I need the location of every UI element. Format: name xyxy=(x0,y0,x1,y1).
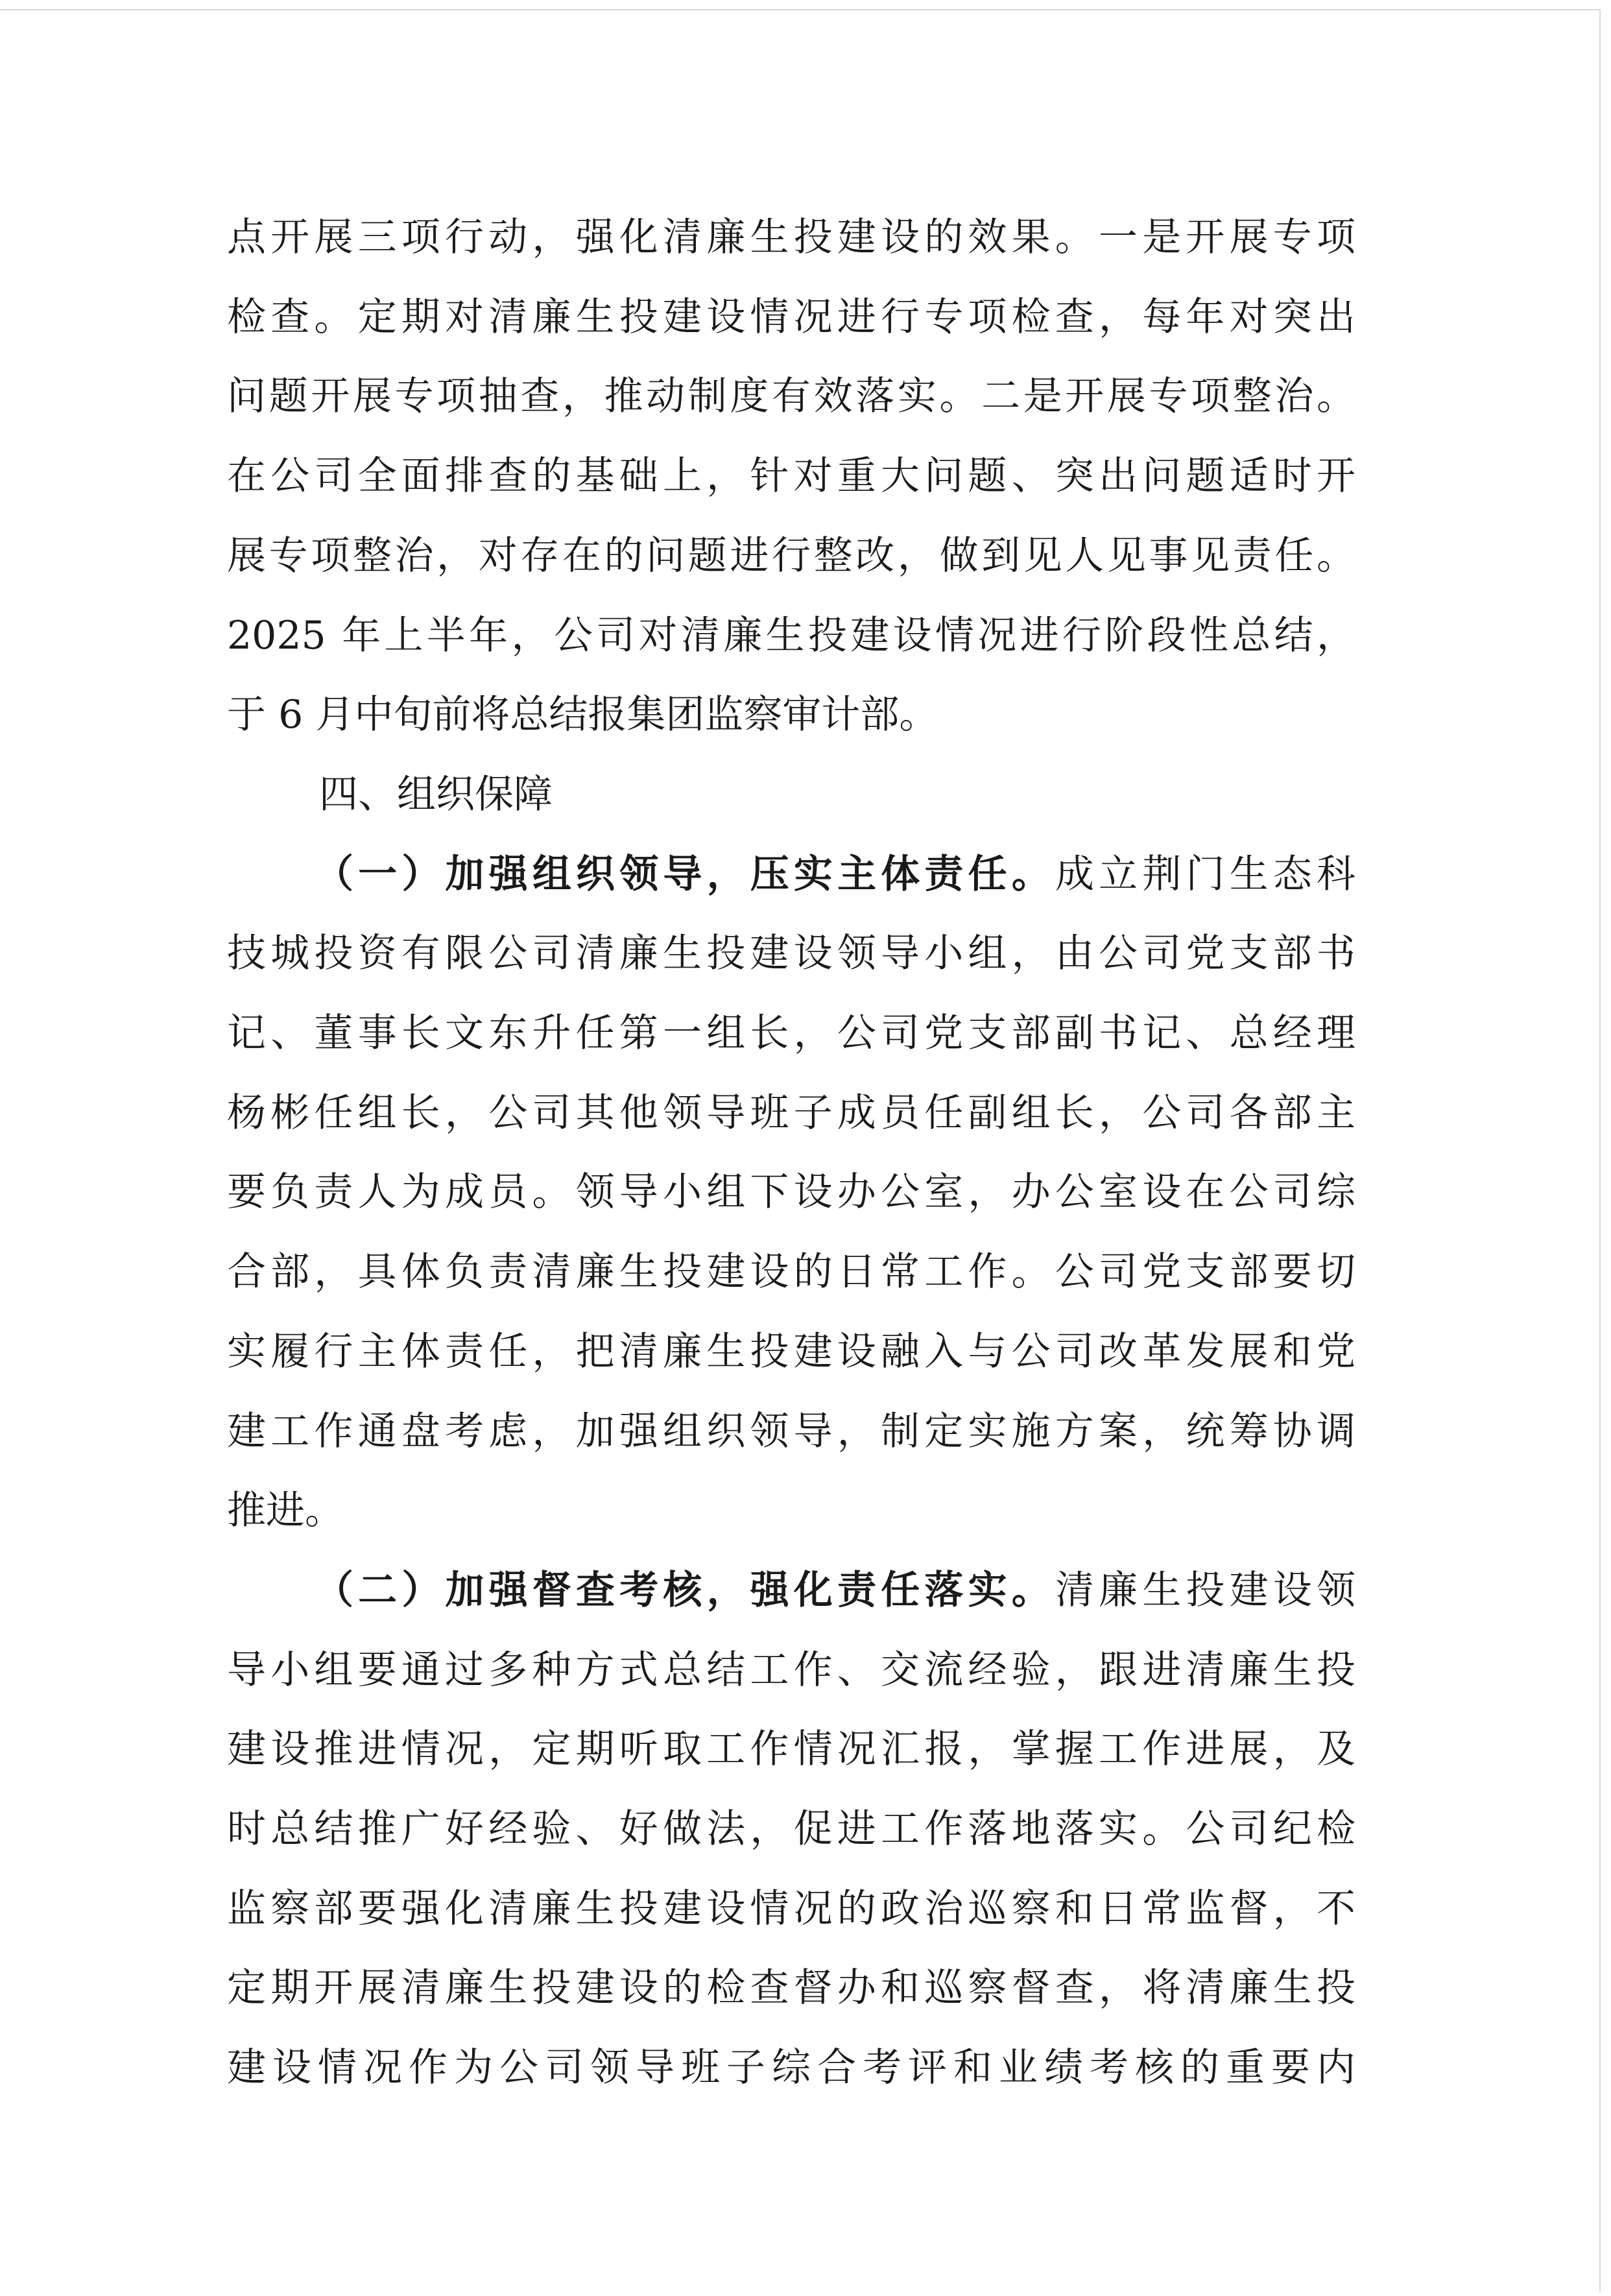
line-text: 问题开展专项抽查，推动制度有效落实。二是开展专项整治。 xyxy=(227,374,1355,420)
line-text: 时总结推广好经验、好做法，促进工作落地落实。公司纪检 xyxy=(227,1806,1355,1852)
text-line xyxy=(227,1153,1355,1232)
text-line xyxy=(227,1471,1355,1551)
line-text: 建工作通盘考虑，加强组织领导，制定实施方案，统筹协调 xyxy=(227,1408,1355,1454)
text-line xyxy=(227,1312,1355,1392)
line-text: 清廉生投建设领 xyxy=(1055,1567,1356,1613)
line-text: 导小组要通过多种方式总结工作、交流经验，跟进清廉生投 xyxy=(227,1647,1355,1693)
line-text: 定期开展清廉生投建设的检查督办和巡察督查，将清廉生投 xyxy=(227,1965,1355,2011)
line-text: 推进。 xyxy=(227,1488,344,1534)
text-line xyxy=(227,994,1355,1073)
text-line xyxy=(227,436,1355,516)
line-text: 成立荆门生态科 xyxy=(1055,851,1356,897)
line-text: 点开展三项行动，强化清廉生投建设的效果。一是开展专项 xyxy=(227,215,1355,260)
text-line xyxy=(227,1869,1355,1949)
subsection-title: （一）加强组织领导，压实主体责任。 xyxy=(315,851,1055,897)
text-line xyxy=(227,278,1355,357)
line-text: 杨彬任组长，公司其他领导班子成员任副组长，公司各部主 xyxy=(227,1090,1355,1136)
text-line xyxy=(227,2028,1355,2108)
text-line xyxy=(227,675,1355,755)
line-text: 记、董事长文东升任第一组长，公司党支部副书记、总经理 xyxy=(227,1010,1355,1057)
line-text: 合部，具体负责清廉生投建设的日常工作。公司党支部要切 xyxy=(227,1249,1355,1295)
section-heading xyxy=(227,755,1355,835)
subsection-title: （二）加强督查考核，强化责任落实。 xyxy=(315,1567,1055,1613)
line-text: 建设情况作为公司领导班子综合考评和业绩考核的重要内 xyxy=(227,2045,1355,2091)
line-text: 四、组织保障 xyxy=(319,771,553,817)
line-text: 实履行主体责任，把清廉生投建设融入与公司改革发展和党 xyxy=(227,1328,1355,1374)
text-line xyxy=(227,1392,1355,1472)
text-line xyxy=(227,835,1355,915)
text-line xyxy=(227,1948,1355,2028)
line-text: 技城投资有限公司清廉生投建设领导小组，由公司党支部书 xyxy=(227,931,1355,977)
text-line xyxy=(227,1551,1355,1631)
text-line xyxy=(227,516,1355,596)
line-text: 检查。定期对清廉生投建设情况进行专项检查，每年对突出 xyxy=(227,294,1355,340)
line-text: 2025 年上半年，公司对清廉生投建设情况进行阶段性总结， xyxy=(227,612,1355,658)
line-text: 展专项整治，对存在的问题进行整改，做到见人见事见责任。 xyxy=(227,532,1355,579)
line-text: 监察部要强化清廉生投建设情况的政治巡察和日常监督，不 xyxy=(227,1885,1355,1931)
text-line xyxy=(227,1232,1355,1312)
text-line xyxy=(227,1710,1355,1789)
text-line xyxy=(227,357,1355,436)
text-line xyxy=(227,914,1355,994)
text-line xyxy=(227,1073,1355,1153)
line-text: 要负责人为成员。领导小组下设办公室，办公室设在公司综 xyxy=(227,1169,1355,1215)
line-text: 在公司全面排查的基础上，针对重大问题、突出问题适时开 xyxy=(227,453,1355,499)
text-line xyxy=(227,596,1355,676)
text-line xyxy=(227,198,1355,278)
text-line xyxy=(227,1789,1355,1869)
text-line xyxy=(227,1631,1355,1710)
document-body xyxy=(227,198,1355,2108)
line-text: 建设推进情况，定期听取工作情况汇报，掌握工作进展，及 xyxy=(227,1727,1355,1773)
line-text: 于 6 月中旬前将总结报集团监察审计部。 xyxy=(227,692,938,738)
